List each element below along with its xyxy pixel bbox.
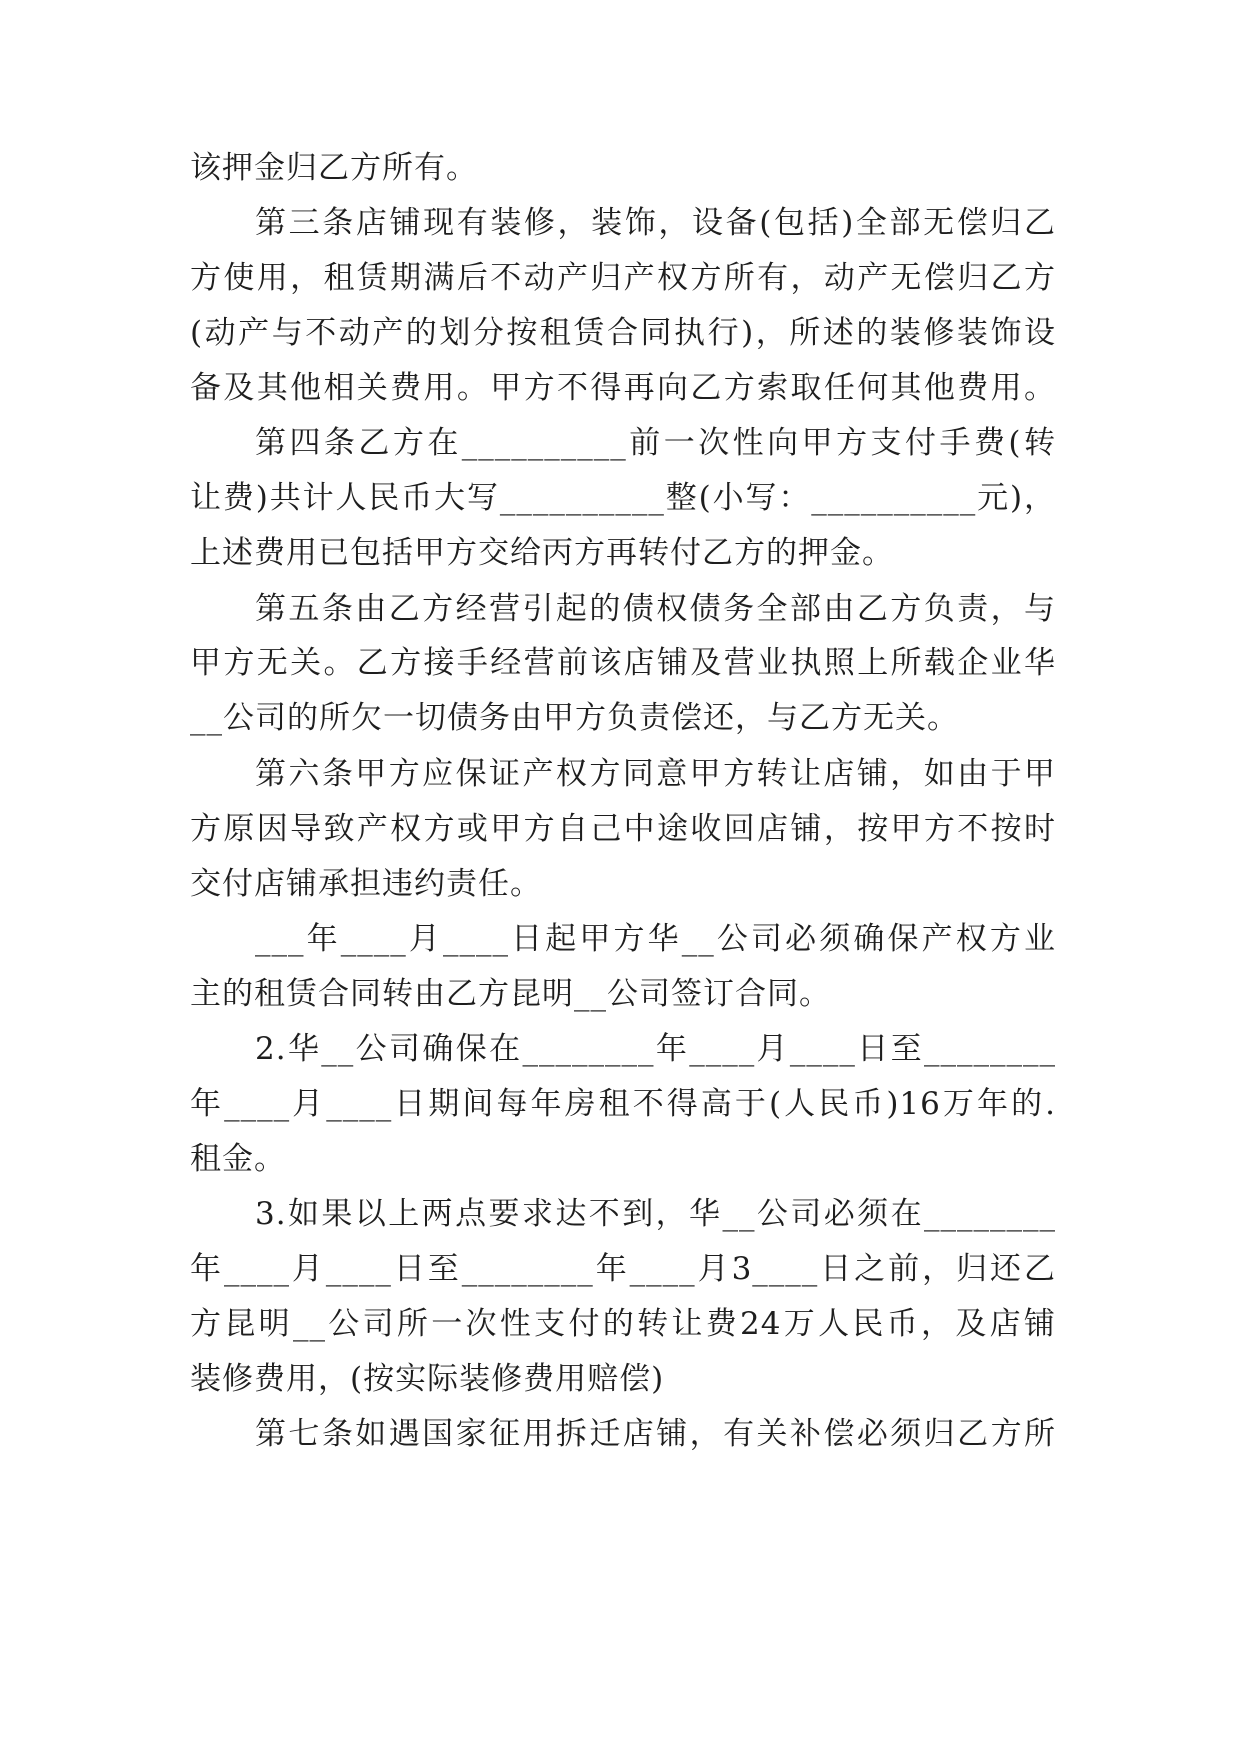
text-line: ___年____月____日起甲方华__公司必须确保产权方业 [255, 921, 1056, 957]
text-line: 方昆明__公司所一次性支付的转让费24万人民币，及店铺 [190, 1306, 1056, 1342]
text-line: 年____月____日期间每年房租不得高于(人民币)16万年的. [190, 1086, 1056, 1122]
text-line: 租金。 [190, 1141, 286, 1177]
text-line: 年____月____日至________年____月3____日之前，归还乙 [190, 1251, 1056, 1287]
text-line: (动产与不动产的划分按租赁合同执行)，所述的装修装饰设 [190, 315, 1056, 351]
text-line: 第六条甲方应保证产权方同意甲方转让店铺，如由于甲 [255, 756, 1056, 792]
text-line: 第四条乙方在__________前一次性向甲方支付手费(转 [255, 425, 1056, 461]
text-line: 甲方无关。乙方接手经营前该店铺及营业执照上所载企业华 [190, 645, 1056, 681]
text-line: 方使用，租赁期满后不动产归产权方所有，动产无偿归乙方 [190, 260, 1056, 296]
text-line: 3.如果以上两点要求达不到，华__公司必须在________ [255, 1196, 1056, 1232]
text-line: 备及其他相关费用。甲方不得再向乙方索取任何其他费用。 [190, 370, 1056, 406]
text-line: 2.华__公司确保在________年____月____日至________ [255, 1031, 1056, 1067]
text-line: 该押金归乙方所有。 [190, 150, 478, 186]
text-line: 主的租赁合同转由乙方昆明__公司签订合同。 [190, 976, 831, 1012]
text-line: 装修费用，(按实际装修费用赔偿) [190, 1361, 665, 1397]
text-line: __公司的所欠一切债务由甲方负责偿还，与乙方无关。 [190, 700, 959, 736]
text-line: 方原因导致产权方或甲方自己中途收回店铺，按甲方不按时 [190, 811, 1056, 847]
text-line: 第五条由乙方经营引起的债权债务全部由乙方负责，与 [255, 591, 1056, 627]
text-line: 第七条如遇国家征用拆迁店铺，有关补偿必须归乙方所 [255, 1416, 1056, 1452]
text-line: 交付店铺承担违约责任。 [190, 866, 542, 902]
text-line: 第三条店铺现有装修，装饰，设备(包括)全部无偿归乙 [255, 205, 1056, 241]
text-line: 上述费用已包括甲方交给丙方再转付乙方的押金。 [190, 535, 894, 571]
text-line: 让费)共计人民币大写__________整(小写：__________元)， [190, 480, 1056, 516]
